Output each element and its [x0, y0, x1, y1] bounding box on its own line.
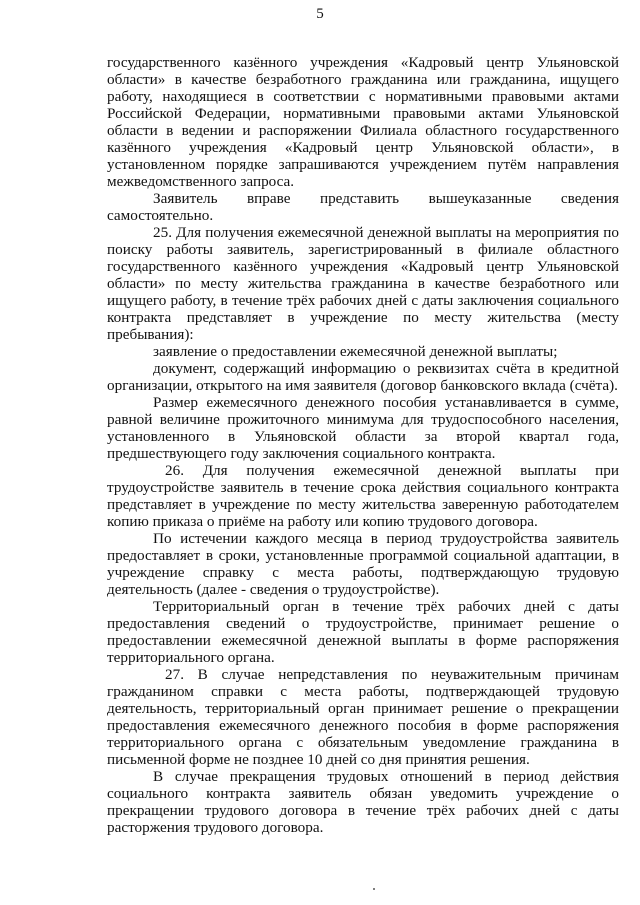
paragraph-benefit-amount: Размер ежемесячного денежного пособия устанавливается в сумме, равной величине прожиточного минимума для трудоспособного населения, установленного в Ульяновской области за второй квартал года, предшествующего году заключения социального контракта. [107, 394, 619, 462]
paragraph-territorial-decision: Территориальный орган в течение трёх рабочих дней с даты предоставления сведений о трудоустройстве, принимает решение о предоставлении ежемесячной денежной выплаты в форме распоряжения территориального органа. [107, 598, 619, 666]
document-body [107, 54, 619, 836]
paragraph-termination: В случае прекращения трудовых отношений в период действия социального контракта заявитель обязан уведомить учреждение о прекращении трудового договора в течение трёх рабочих дней с даты расторжения трудового договора. [107, 768, 619, 836]
page-number: 5 [316, 6, 324, 22]
paragraph-continuation: государственного казённого учреждения «Кадровый центр Ульяновской области» в качестве безработного гражданина или гражданина, ищущего работу, находящиеся в соответствии с нормативными правовыми актами Российской Федерации, нормативными правовыми актами Ульяновской области в ведении и распоряжении Филиала областного государственного казённого учреждения «Кадровый центр Ульяновской области», в установленном порядке запрашиваются учреждением путём направления межведомственного запроса. [107, 54, 619, 190]
paragraph-monthly-certificate: По истечении каждого месяца в период трудоустройства заявитель предоставляет в сроки, установленные программой социальной адаптации, в учреждение справку с места работы, подтверждающую трудовую деятельность (далее - сведения о трудоустройстве). [107, 530, 619, 598]
paragraph-applicant-right: Заявитель вправе представить вышеуказанные сведения самостоятельно. [107, 190, 619, 224]
paragraph-item-25: 25. Для получения ежемесячной денежной выплаты на мероприятия по поиску работы заявитель, зарегистрированный в филиале областного государственного казённого учреждения «Кадровый центр Ульяновской области» по месту жительства гражданина в качестве безработного или ищущего работу, в течение трёх рабочих дней с даты заключения социального контракта представляет в учреждение по месту жительства (месту пребывания): [107, 224, 619, 343]
paragraph-bank-document: документ, содержащий информацию о реквизитах счёта в кредитной организации, открытого на имя заявителя (договор банковского вклада (счёта). [107, 360, 619, 394]
paragraph-application: заявление о предоставлении ежемесячной денежной выплаты; [153, 343, 558, 360]
paragraph-item-27: 27. В случае непредставления по неуважительным причинам гражданином справки с места работы, подтверждающей трудовую деятельность, территориальный орган принимает решение о прекращении предоставления ежемесячного денежного пособия в форме распоряжения территориального органа с обязательным уведомление гражданина в письменной форме не позднее 10 дней со дня принятия решения. [107, 666, 619, 768]
paragraph-item-26: 26. Для получения ежемесячной денежной выплаты при трудоустройстве заявитель в течение срока действия социального контракта представляет в учреждение по месту жительства заверенную работодателем копию приказа о приёме на работу или копию трудового договора. [107, 462, 619, 530]
scan-speck [373, 888, 375, 890]
